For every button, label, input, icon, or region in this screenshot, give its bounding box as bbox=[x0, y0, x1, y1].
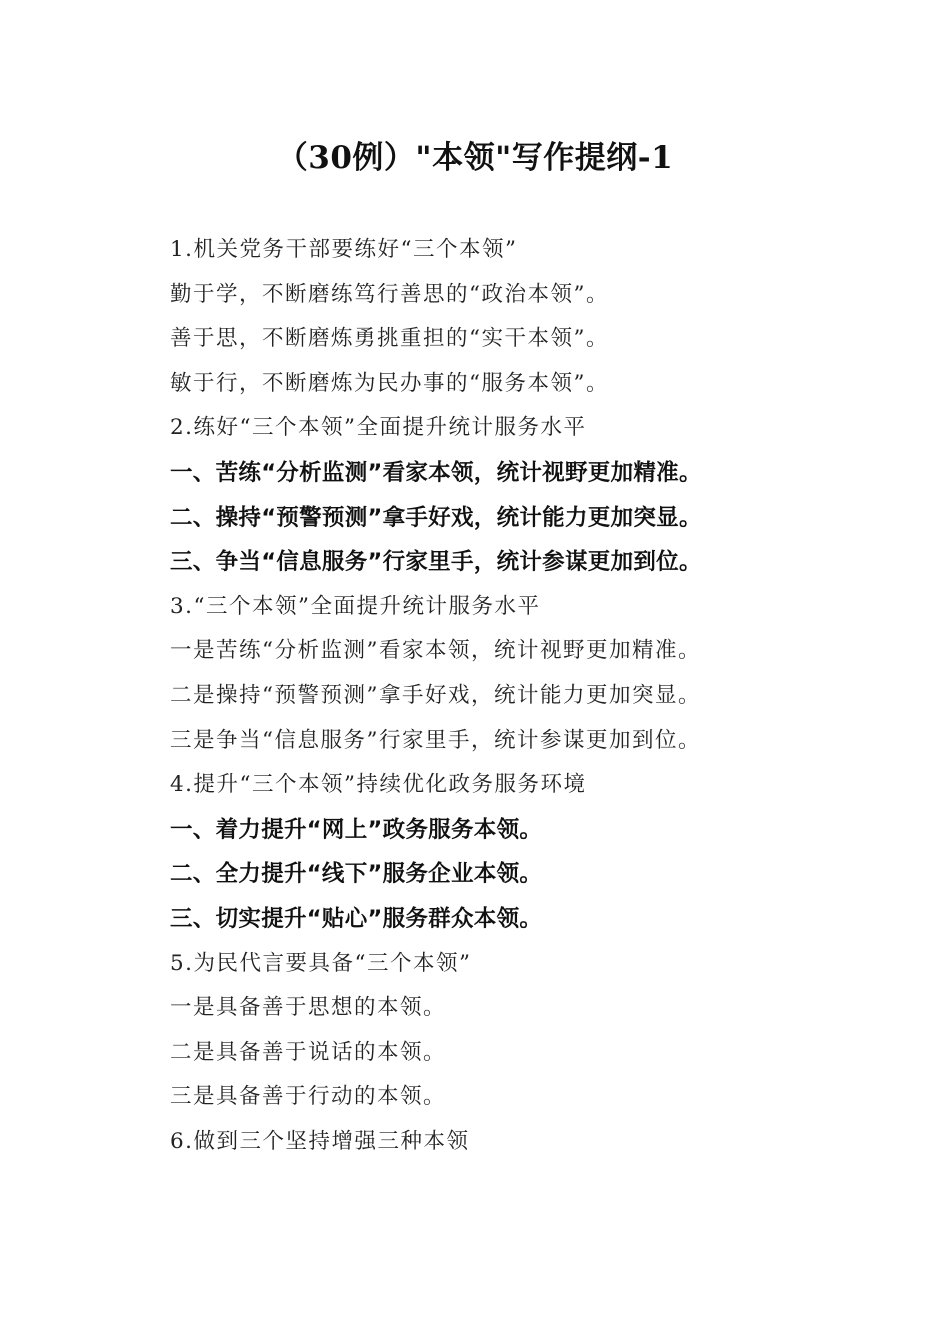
text-line: 三是争当“信息服务”行家里手，统计参谋更加到位。 bbox=[170, 727, 701, 753]
text-line: 一、苦练“分析监测”看家本领，统计视野更加精准。 bbox=[170, 459, 702, 486]
text-line: 6.做到三个坚持增强三种本领 bbox=[170, 1128, 470, 1154]
text-line: 敏于行，不断磨炼为民办事的“服务本领”。 bbox=[170, 370, 609, 396]
text-line: 善于思，不断磨炼勇挑重担的“实干本领”。 bbox=[170, 326, 609, 352]
text-line: 一、着力提升“网上”政务服务本领。 bbox=[170, 816, 543, 843]
text-line: 三、切实提升“贴心”服务群众本领。 bbox=[170, 905, 543, 932]
text-line: 二、操持“预警预测”拿手好戏，统计能力更加突显。 bbox=[170, 504, 702, 531]
document-title: （30例）"本领"写作提纲-1 bbox=[276, 140, 674, 176]
text-line: 勤于学，不断磨练笃行善思的“政治本领”。 bbox=[170, 281, 609, 307]
text-line: 一是具备善于思想的本领。 bbox=[170, 995, 447, 1021]
text-line: 1.机关党务干部要练好“三个本领” bbox=[170, 237, 518, 262]
document-body bbox=[170, 228, 870, 1164]
text-line: 三、争当“信息服务”行家里手，统计参谋更加到位。 bbox=[170, 549, 702, 576]
text-line: 2.练好“三个本领”全面提升统计服务水平 bbox=[170, 415, 587, 441]
text-line: 一是苦练“分析监测”看家本领，统计视野更加精准。 bbox=[170, 638, 701, 664]
text-line: 二是操持“预警预测”拿手好戏，统计能力更加突显。 bbox=[170, 682, 701, 708]
text-line: 二、全力提升“线下”服务企业本领。 bbox=[170, 861, 543, 888]
text-line: 二是具备善于说话的本领。 bbox=[170, 1039, 447, 1065]
text-line: 5.为民代言要具备“三个本领” bbox=[170, 950, 472, 976]
text-line: 3.“三个本领”全面提升统计服务水平 bbox=[170, 593, 541, 619]
text-line: 三是具备善于行动的本领。 bbox=[170, 1084, 447, 1110]
text-line: 4.提升“三个本领”持续优化政务服务环境 bbox=[170, 772, 587, 798]
